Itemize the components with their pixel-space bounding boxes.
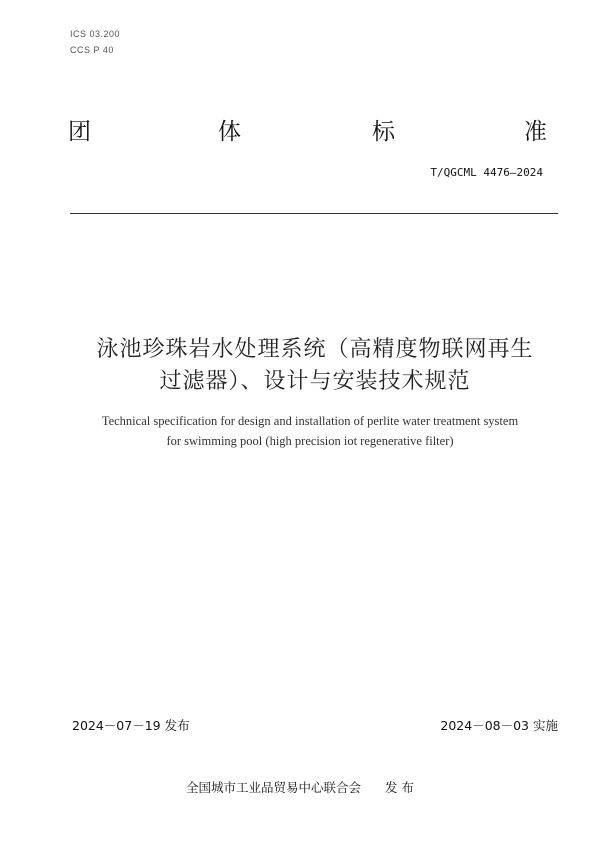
header-divider — [70, 213, 558, 214]
ccs-code: CCS P 40 — [70, 45, 114, 55]
title-chinese-line-1: 泳池珍珠岩水处理系统（高精度物联网再生 — [96, 337, 534, 362]
title-english-line-1: Technical specification for design and installation of perlite water treatment system — [101, 414, 519, 428]
title-english-line-2: for swimming pool (high precision iot regenerative filter) — [166, 434, 454, 448]
standard-type-char-3: 标 — [372, 119, 395, 145]
issuer — [0, 778, 600, 796]
standard-number: T/QGCML 4476—2024 — [430, 166, 543, 179]
standard-type-char-2: 体 — [218, 119, 241, 145]
title-chinese-line-2: 过滤器）、设计与安装技术规范 — [159, 369, 471, 394]
ics-code: ICS 03.200 — [70, 29, 121, 39]
standard-type-char-1: 团 — [68, 119, 91, 145]
issuer-action: 发 布 — [385, 780, 414, 795]
implement-date: 2024－08－03 实施 — [440, 718, 558, 733]
publish-date: 2024－07－19 发布 — [72, 718, 190, 733]
issuer-name: 全国城市工业品贸易中心联合会 — [186, 780, 362, 795]
standard-type-char-4: 准 — [524, 119, 547, 145]
